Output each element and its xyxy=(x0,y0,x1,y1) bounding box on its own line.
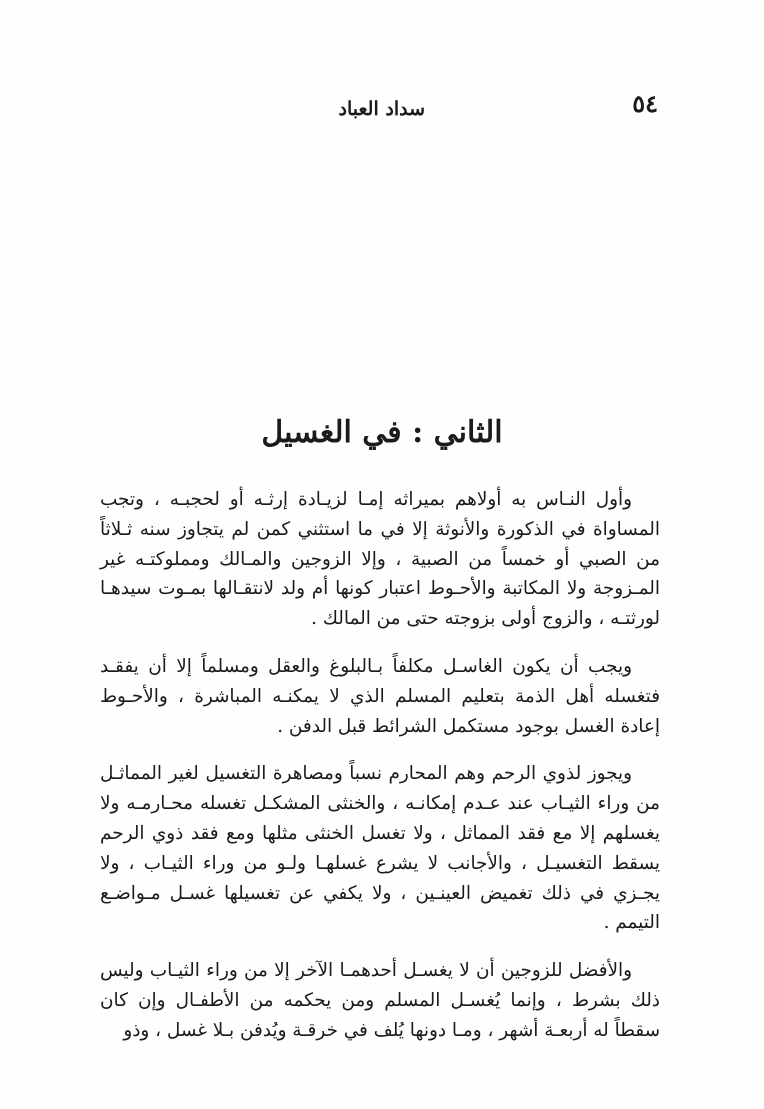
chapter-title: الثاني : في الغسيل xyxy=(261,415,503,451)
paragraph-4: والأفضل للزوجين أن لا يغسـل أحدهمـا الآخر إلا من وراء الثيـاب وليس ذلك بشرط ، وإنما يُغسـل المسلم ومن يحكمه من الأطفـال وإن كان سقطاً له أربعـة أشهر ، ومـا دونها يُلف في خرقـة ويُدفن بـلا غسل ، وذو xyxy=(100,960,660,1041)
body-text xyxy=(100,485,660,1046)
running-head: سداد العباد xyxy=(338,98,425,120)
paragraph-2: ويجب أن يكون الغاسـل مكلفاً بـالبلوغ والعقل ومسلماً إلا أن يفقـد فتغسله أهل الذمة بتعليم المسلم الذي لا يمكنـه المباشرة ، والأحـوط إعادة الغسل بوجود مستكمل الشرائط قبل الدفن . xyxy=(100,655,660,737)
paragraph-1: وأول النـاس به أولاهم بميراثه إمـا لزيـادة إرثـه أو لحجبـه ، وتجب المساواة في الذكورة والأنوثة إلا في ما استثني كمن لم يتجاوز سنه ثـلاثاً من الصبي أو خمساً من الصبية ، وإلا الزوجين والمـالك ومملوكتـه غير المـزوجة ولا المكاتبة والأحـوط اعتبار كونها أم ولد لانتقـالها بمـوت سيدهـا لورثتـه ، والزوج أولى بزوجته حتى من المالك . xyxy=(100,489,660,630)
paragraph-3: ويجوز لذوي الرحم وهم المحارم نسباً ومصاهرة التغسيل لغير المماثـل من وراء الثيـاب عند عـدم إمكانـه ، والخنثى المشكـل تغسله محـارمـه ولا يغسلهم إلا مع فقد المماثل ، ولا تغسل الخنثى مثلها ومع فقد ذوي الرحم يسقط التغسيـل ، والأجانب لا يشرع غسلهـا ولـو من وراء الثيـاب ، ولا يجـزي في ذلك تغميض العينـين ، ولا يكفي عن تغسيلها غسـل مـواضـع التيمم . xyxy=(100,763,660,934)
page-number: ٥٤ xyxy=(632,89,658,118)
